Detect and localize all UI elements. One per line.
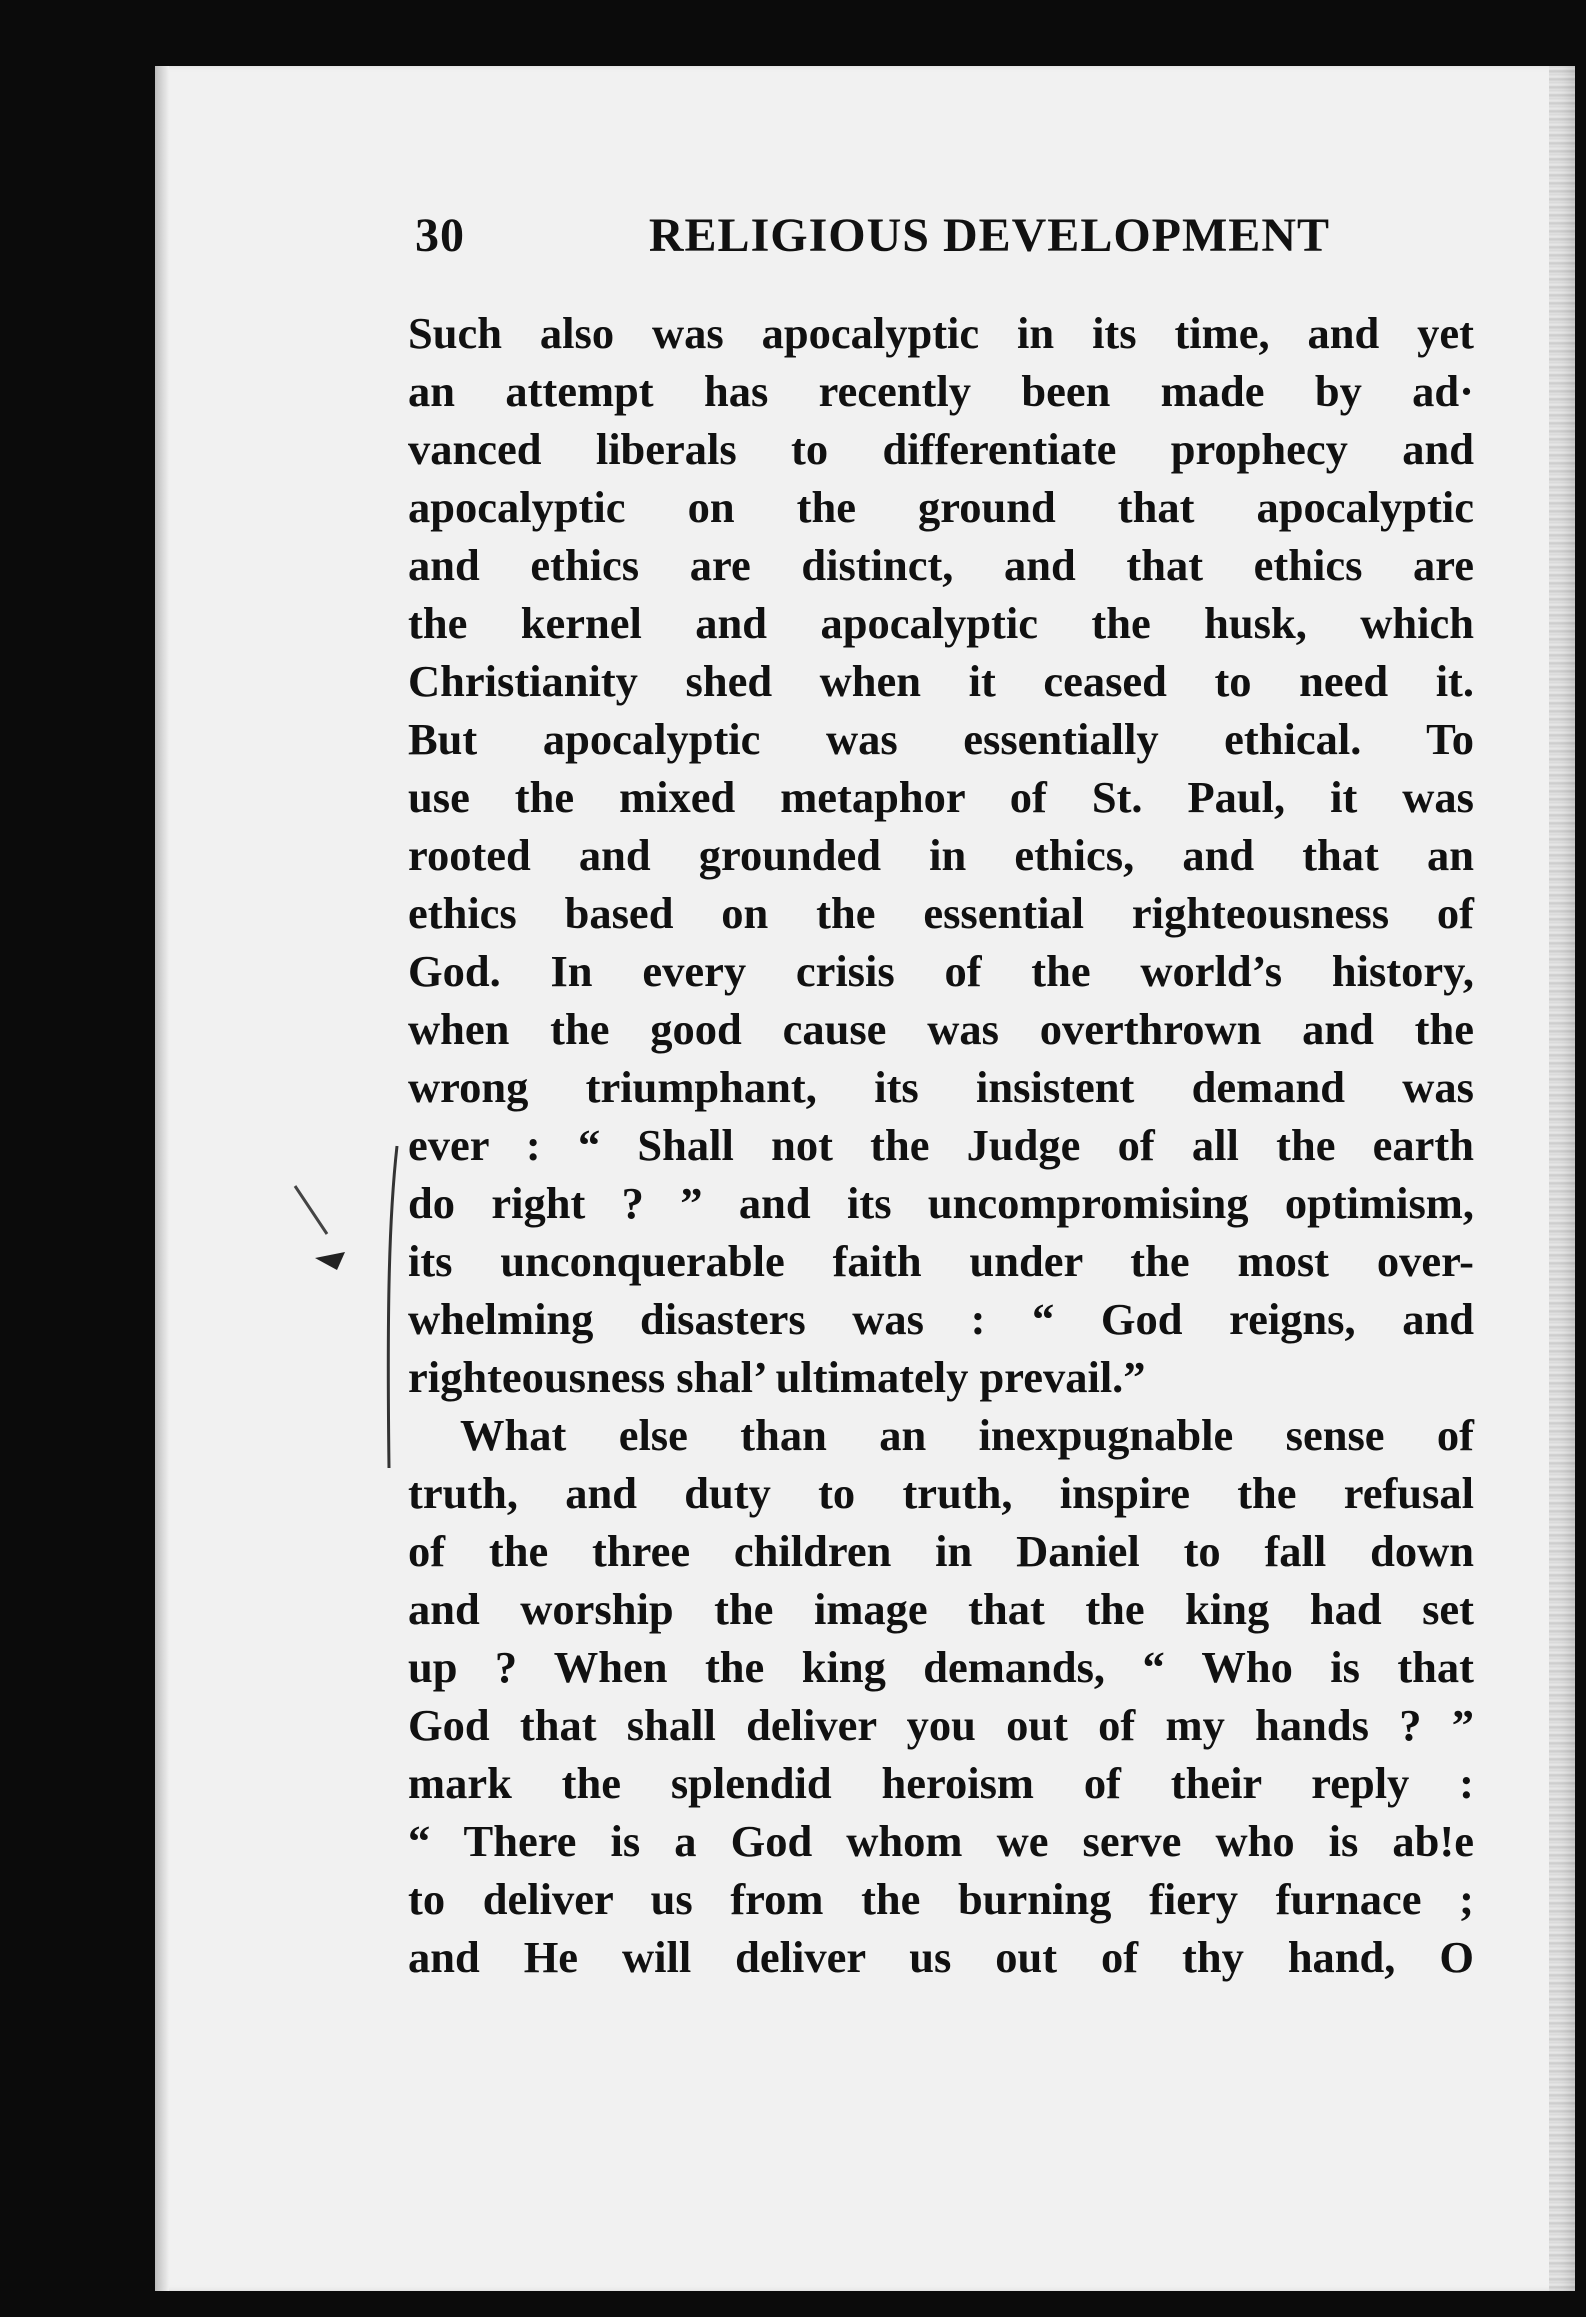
page-left-edge bbox=[155, 66, 169, 2291]
text-line: truth, and duty to truth, inspire the refusal bbox=[408, 1468, 1474, 1518]
text-line: mark the splendid heroism of their reply : bbox=[408, 1758, 1474, 1808]
text-line: wrong triumphant, its insistent demand was bbox=[408, 1062, 1474, 1112]
text-line: Such also was apocalyptic in its time, and yet bbox=[408, 308, 1474, 358]
text-line: do right ? ” and its uncompromising optimism, bbox=[408, 1178, 1474, 1228]
margin-annotation bbox=[285, 1138, 415, 1478]
text-line: its unconquerable faith under the most over- bbox=[408, 1236, 1474, 1286]
text-line: But apocalyptic was essentially ethical. To bbox=[408, 714, 1474, 764]
text-line: and He will deliver us out of thy hand, O bbox=[408, 1932, 1474, 1982]
text-line: use the mixed metaphor of St. Paul, it was bbox=[408, 772, 1474, 822]
page-header bbox=[415, 208, 1330, 263]
text-line: of the three children in Daniel to fall down bbox=[408, 1526, 1474, 1576]
text-line: whelming disasters was : “ God reigns, and bbox=[408, 1294, 1474, 1344]
text-line: God. In every crisis of the world’s history, bbox=[408, 946, 1474, 996]
page-number: 30 bbox=[415, 209, 465, 262]
text-line: God that shall deliver you out of my hands ? ” bbox=[408, 1700, 1474, 1750]
body-text bbox=[408, 304, 1474, 1986]
margin-bracket-line bbox=[388, 1146, 397, 1468]
text-line: “ There is a God whom we serve who is ab!e bbox=[408, 1816, 1474, 1866]
text-line: the kernel and apocalyptic the husk, which bbox=[408, 598, 1474, 648]
text-line: What else than an inexpugnable sense of bbox=[460, 1410, 1474, 1460]
text-line: ever : “ Shall not the Judge of all the earth bbox=[408, 1120, 1474, 1170]
text-line: vanced liberals to differentiate prophecy and bbox=[408, 424, 1474, 474]
text-line: ethics based on the essential righteousness of bbox=[408, 888, 1474, 938]
text-line: and ethics are distinct, and that ethics are bbox=[408, 540, 1474, 590]
text-line: an attempt has recently been made by ad· bbox=[408, 366, 1474, 416]
text-line: when the good cause was overthrown and the bbox=[408, 1004, 1474, 1054]
text-line: rooted and grounded in ethics, and that an bbox=[408, 830, 1474, 880]
text-line: Christianity shed when it ceased to need it. bbox=[408, 656, 1474, 706]
page-right-edge bbox=[1549, 66, 1575, 2291]
text-line: righteousness shal’ ultimately prevail.” bbox=[408, 1352, 1146, 1402]
text-line: and worship the image that the king had set bbox=[408, 1584, 1474, 1634]
text-line: apocalyptic on the ground that apocalyptic bbox=[408, 482, 1474, 532]
margin-arrow-icon bbox=[315, 1252, 345, 1270]
text-line: up ? When the king demands, “ Who is that bbox=[408, 1642, 1474, 1692]
text-line: to deliver us from the burning fiery furnace ; bbox=[408, 1874, 1474, 1924]
running-head: RELIGIOUS DEVELOPMENT bbox=[648, 209, 1330, 262]
margin-stroke bbox=[295, 1186, 327, 1234]
